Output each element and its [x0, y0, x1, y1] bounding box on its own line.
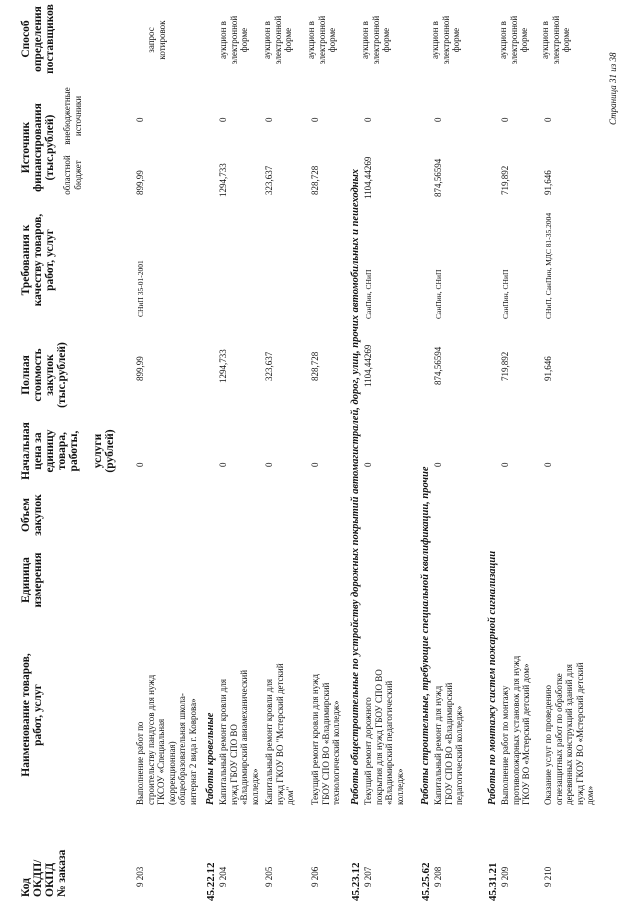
row-regional: 91,646: [543, 170, 553, 195]
row-price: 0: [543, 462, 553, 467]
section-code: 45.22.12: [205, 862, 217, 901]
row-regional: 899,99: [135, 170, 145, 195]
row-total: 1294,733: [218, 349, 228, 383]
row-method: аукцион в электронной форме: [430, 15, 461, 65]
row-total: 91,646: [543, 356, 553, 381]
row-offbudget: 0: [310, 117, 320, 122]
header-code: Код ОКДП/ ОКПД № заказа: [20, 849, 68, 897]
section-title: Работы кровельные: [205, 712, 216, 805]
row-requirements: СНиП 35-01-2001: [136, 260, 145, 317]
row-name: Капитальный ремонт кровли для нужд ГБОУ СПО ВО «Владимирский авиамеханический колледж»: [218, 669, 260, 805]
section-title: Работы по монтажу систем пожарной сигнализации: [487, 550, 498, 805]
row-name: Выполнение работ по монтажу противопожарных установок для нужд ГКОУ ВО «Мстерский детский дом»: [500, 655, 531, 805]
section-code: 45.31.21: [487, 862, 499, 901]
row-offbudget: 0: [218, 117, 228, 122]
row-number: 9 205: [264, 866, 274, 887]
row-total: 828,728: [310, 351, 320, 381]
row-number: 9 206: [310, 866, 320, 887]
row-requirements: СНиП, СанПин, МДС 81-35.2004: [544, 212, 553, 319]
row-number: 9 208: [433, 866, 443, 887]
header-method: Способ определения поставщиков: [20, 4, 56, 74]
row-method: аукцион в электронной форме: [306, 15, 337, 65]
row-number: 9 204: [218, 866, 228, 887]
row-offbudget: 0: [500, 117, 510, 122]
section-title: Работы строительные, требующие специальной квалификации, прочие: [420, 466, 431, 805]
row-name: Текущий ремонт дорожного покрытия для нужд ГБОУ СПО ВО «Владимирский педагогический колледж»: [363, 669, 405, 805]
row-method: запрос котировок: [146, 20, 167, 60]
header-funding: Источник финансирования (тыс.рублей): [20, 103, 56, 192]
row-number: 9 210: [543, 866, 553, 887]
header-name: Наименование товаров, работ, услуг: [20, 653, 44, 777]
row-method: аукцион в электронной форме: [540, 15, 571, 65]
row-price: 0: [433, 462, 443, 467]
row-price: 0: [218, 462, 228, 467]
row-number: 9 203: [135, 866, 145, 887]
row-offbudget: 0: [135, 117, 145, 122]
row-price: 0: [500, 462, 510, 467]
row-total: 874,56594: [433, 346, 443, 385]
row-method: аукцион в электронной форме: [360, 15, 391, 65]
row-regional: 719,892: [500, 165, 510, 195]
row-price: 0: [264, 462, 274, 467]
row-offbudget: 0: [543, 117, 553, 122]
row-regional: 828,728: [310, 165, 320, 195]
row-name: Капитальный ремонт кровли для нужд ГКОУ ВО "Мстерский детский дом": [264, 663, 295, 805]
row-price: 0: [310, 462, 320, 467]
row-offbudget: 0: [264, 117, 274, 122]
section-code: 45.23.12: [350, 862, 362, 901]
row-total: 899,99: [135, 356, 145, 381]
row-method: аукцион в электронной форме: [218, 15, 249, 65]
row-name: Выполнение работ по строительству пандусов для нужд ГКСОУ «Специальная (коррекционная) общеобразовательная школа-интернат 2 вида г. Коврова»: [135, 674, 198, 805]
row-price: 0: [363, 462, 373, 467]
row-total: 323,637: [264, 351, 274, 381]
row-total: 1104,44269: [363, 344, 373, 387]
row-name: Капитальный ремонт для нужд ГБОУ СПО ВО «Владимирский педагогический колледж»: [433, 682, 464, 805]
header-funding-offbudget: внебюджетные источники: [62, 87, 83, 145]
section-title: Работы общестроительные по устройству дорожных покрытий автомагистралей, дорог, улиц, прочих автомобильных и пешеходных: [350, 168, 361, 805]
row-method: аукцион в электронной форме: [262, 15, 293, 65]
row-regional: 1104,44269: [363, 156, 373, 199]
row-number: 9 209: [500, 866, 510, 887]
header-funding-regional: областной бюджет: [62, 155, 83, 195]
row-name: Текущий ремонт кровли для нужд ГБОУ СПО ВО «Владимирский технологический колледж»: [310, 674, 341, 805]
row-requirements: СанПин, СНиП: [364, 269, 373, 319]
page-number: Страница 31 из 38: [608, 52, 618, 125]
row-total: 719,892: [500, 351, 510, 381]
row-offbudget: 0: [433, 117, 443, 122]
row-requirements: СанПин, СНиП: [501, 269, 510, 319]
row-name: Оказание услуг по проведению огнезащитных работ по обработке деревянных конструкций зданий для нужд ГКОУ ВО «Мстерский детский дом»: [543, 662, 595, 805]
row-requirements: СанПин, СНиП: [434, 269, 443, 319]
row-number: 9 207: [363, 866, 373, 887]
section-code: 45.25.62: [420, 862, 432, 901]
header-volume: Объем закупок: [20, 494, 44, 536]
row-offbudget: 0: [363, 117, 373, 122]
header-requirements: Требования к качеству товаров, работ, услуг: [20, 213, 56, 307]
header-unit: Единица измерения: [20, 552, 44, 608]
row-regional: 1294,733: [218, 163, 228, 197]
row-price: 0: [135, 462, 145, 467]
header-start-price: Начальная цена за единицу товара, работы, услуги (рублей): [20, 422, 116, 480]
row-method: аукцион в электронной форме: [498, 15, 529, 65]
row-regional: 323,637: [264, 165, 274, 195]
row-regional: 874,56594: [433, 158, 443, 197]
header-total-cost: Полная стоимость закупок (тыс.рублей): [20, 342, 68, 408]
